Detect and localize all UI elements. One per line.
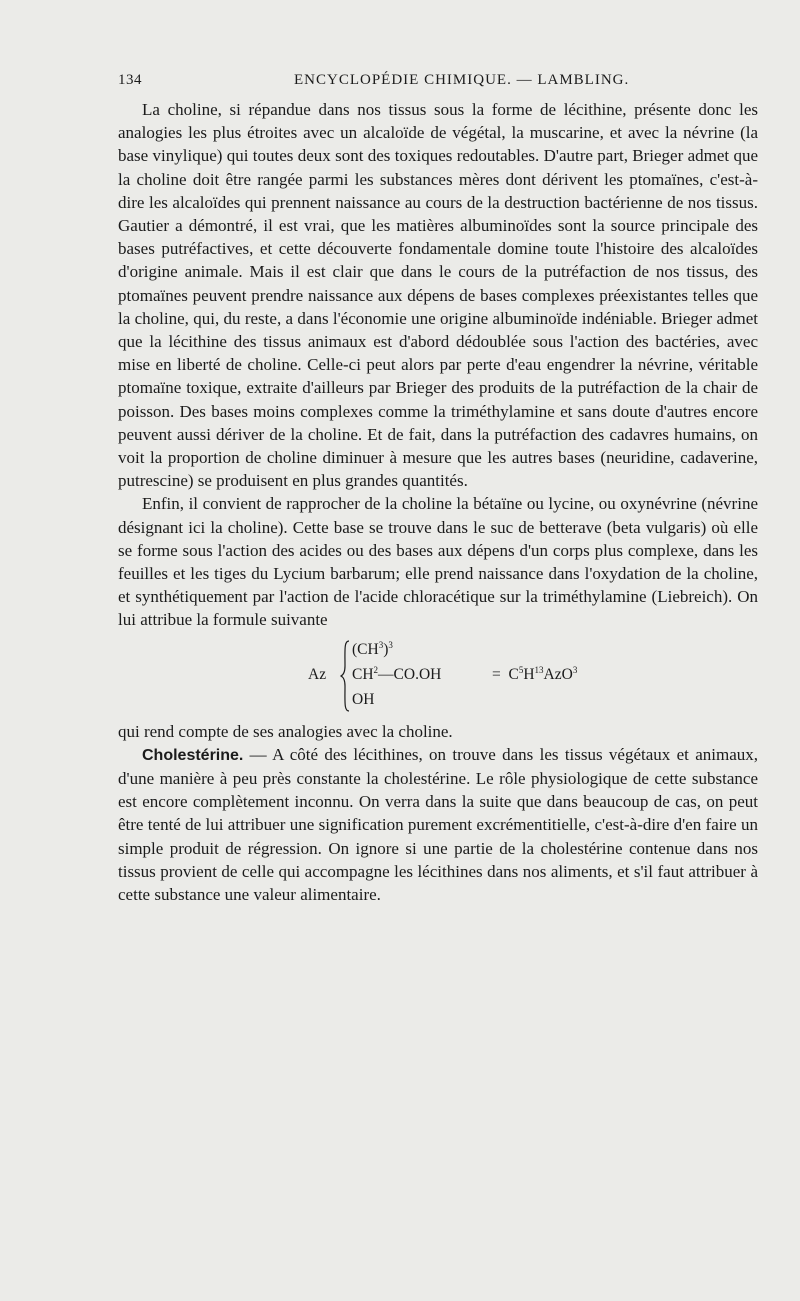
formula-line-3: OH [352, 690, 375, 708]
body-text [118, 98, 758, 906]
paragraph-betaine: Enfin, il convient de rapprocher de la choline la bétaïne ou lycine, ou oxynévrine (névrine désignant ici la choline). Cette base se trouve dans le suc de betterave (beta vulgaris) où elle se forme sous l'action des acides ou des bases aux dépens d'un corps plus complexe, dans les feuilles et les tiges du Lycium barbarum; elle prend naissance dans l'oxydation de la choline, et synthétiquement par l'action de l'acide chloracétique sur la triméthylamine (Liebreich). On lui attribue la formule suivante [118, 494, 758, 630]
chemical-formula [118, 638, 758, 716]
page-number: 134 [118, 72, 142, 88]
paragraph-choline: La choline, si répandue dans nos tissus sous la forme de lécithine, présente donc les analogies les plus étroites avec un alcaloïde de végétal, la muscarine, et avec la névrine (la base vinylique) qui toutes deux sont des toxiques redoutables. D'autre part, Brieger admet que la choline doit être rangée parmi les substances mères dont dérivent les ptomaïnes, c'est-à-dire les alcaloïdes qui prennent naissance au cours de la destruction bactérienne de nos tissus. Gautier a démontré, il est vrai, que les matières albuminoïdes sont la source principale des bases putréfactives, et cette découverte fondamentale domine toute l'histoire des alcaloïdes d'origine animale. Mais il est clair que dans le cours de la putréfaction de nos tissus, des ptomaïnes peuvent prendre naissance aux dépens de bases complexes préexistantes telles que la choline, qui, du reste, a dans l'économie une origine albuminoïde indéniable. Brieger admet que la lécithine des tissus animaux est d'abord dédoublée sous l'action des bactéries, avec mise en liberté de choline. Celle-ci peut alors par perte d'eau engendrer la névrine, véritable ptomaïne toxique, extraite d'ailleurs par Brieger des produits de la putréfaction de la chair de poisson. Des bases moins complexes comme la triméthylamine et sans doute d'autres encore peuvent aussi dériver de la choline. Et de fait, dans la putréfaction des cadavres humains, on voit la proportion de choline diminuer à mesure que les autres bases (neuridine, cadaverine, putrescine) se produisent en plus grandes quantités. [118, 100, 758, 491]
running-title: ENCYCLOPÉDIE CHIMIQUE. — LAMBLING. [294, 72, 630, 88]
formula-line-1: $(CH^3)^3$ [352, 639, 393, 658]
brace-icon [340, 640, 350, 712]
section-text: — A côté des lécithines, on trouve dans les tissus végétaux et animaux, d'une manière à peu près constante la cholestérine. Le rôle physiologique de cette substance est encore complètement inconnu. On verra dans la suite que dans beaucoup de cas, on peut être tenté de lui attribuer une signification purement excrémentitielle, c'est-à-dire d'en faire un simple produit de régression. On ignore si une partie de la cholestérine contenue dans nos tissus provient de celle qui accompagne les lécithines dans nos aliments, et s'il faut attribuer à cette substance une valeur alimentaire. [118, 744, 758, 905]
formula-line-2: $CH^2—CO.OH$ [352, 664, 442, 683]
section-cholesterine [118, 743, 758, 906]
formula-az: Az [308, 665, 327, 683]
formula-rhs: = $C^5H^{13}AzO^3$ [492, 664, 578, 683]
section-heading: Cholestérine. [142, 746, 244, 764]
paragraph-after-formula: qui rend compte de ses analogies avec la choline. [118, 721, 453, 741]
